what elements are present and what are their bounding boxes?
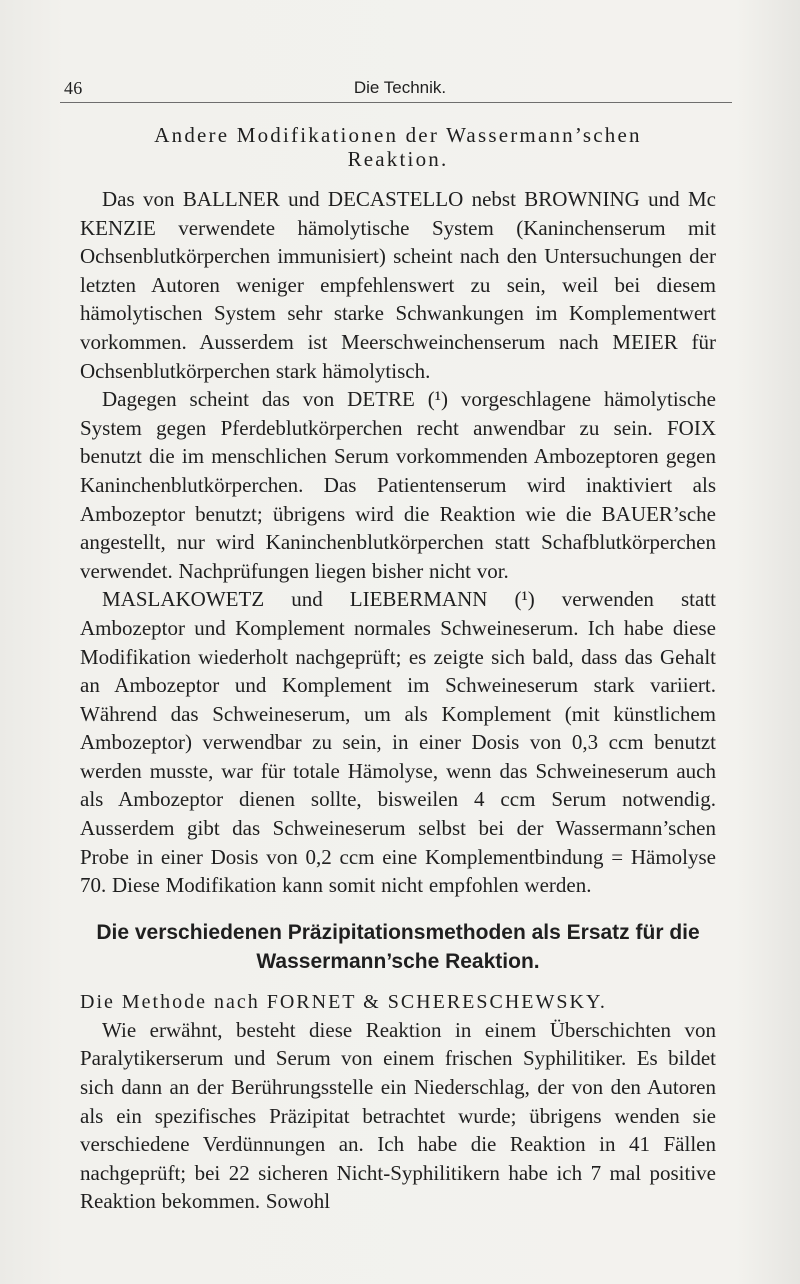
section-title-line-1: Andere Modifikationen der Wassermann’schen: [154, 123, 642, 147]
paragraph-3: MASLAKOWETZ und LIEBERMANN (¹) verwenden statt Ambozeptor und Komplement normales Schweineserum. Ich habe diese Modifikation wiederholt nachgeprüft; es zeigte sich bald, dass das Gehalt an Ambozeptor und Komplement im Schweineserum stark variiert. Während das Schweineserum, um als Komplement (mit künstlichem Ambozeptor) verwendbar zu sein, in einer Dosis von 0,3 ccm benutzt werden musste, war für totale Hämolyse, wenn das Schweineserum auch als Ambozeptor dienen sollte, bisweilen 4 ccm Serum notwendig. Ausserdem gibt das Schweineserum selbst bei der Wassermann’schen Probe in einer Dosis von 0,2 ccm eine Komplementbindung = Hämolyse 70. Diese Modifikation kann somit nicht empfohlen werden.: [80, 587, 716, 898]
paragraph-4: Wie erwähnt, besteht diese Reaktion in einem Überschichten von Paralytikerserum und Serum von einem frischen Syphilitiker. Es bildet sich dann an der Berührungsstelle ein Niederschlag, der von den Autoren als ein spezifisches Präzipitat betrachtet wurde; übrigens wenden sie verschiedene Verdünnungen an. Ich habe die Reaktion in 41 Fällen nachgeprüft; bei 22 sicheren Nicht-Syphilitikern habe ich 7 mal positive Reaktion bekommen. Sowohl: [80, 1017, 716, 1214]
running-head: Die Technik.: [353, 78, 447, 97]
section-heading: [80, 918, 716, 976]
page-header: [64, 78, 736, 102]
section-heading-line-1: Die verschiedenen Präzipitationsmethoden als Ersatz für die: [96, 920, 700, 944]
section-title: [80, 123, 716, 171]
section-title-line-2: Reaktion.: [347, 147, 449, 171]
paragraph-2: Dagegen scheint das von DETRE (¹) vorgeschlagene hämolytische System gegen Pferdeblutkörperchen recht anwendbar zu sein. FOIX benutzt die im menschlichen Serum vorkommenden Ambozeptoren gegen Kaninchenblutkörperchen. Das Patientenserum wird inaktiviert als Ambozeptor benutzt; übrigens wird die Reaktion wie die BAUER’sche angestellt, nur wird Kaninchenblutkörperchen statt Schafblutkörperchen verwendet. Nachprüfungen liegen bisher nicht vor.: [80, 387, 716, 583]
method-subheading: Die Methode nach FORNET & SCHERESCHEWSKY.: [80, 990, 607, 1013]
header-rule: [60, 102, 732, 103]
page-content: [80, 123, 716, 1216]
paragraph-1: Das von BALLNER und DECASTELLO nebst BROWNING und Mc KENZIE verwendete hämolytische System (Kaninchenserum mit Ochsenblutkörperchen immunisiert) scheint nach den Untersuchungen der letzten Autoren weniger empfehlenswert zu sein, weil bei diesem hämolytischen System sehr starke Schwankungen im Komplementwert vorkommen. Ausserdem ist Meerschweinchenserum nach MEIER für Ochsenblutkörperchen stark hämolytisch.: [80, 187, 716, 383]
page-number: 46: [64, 78, 83, 98]
section-heading-line-2: Wassermann’sche Reaktion.: [256, 949, 540, 973]
